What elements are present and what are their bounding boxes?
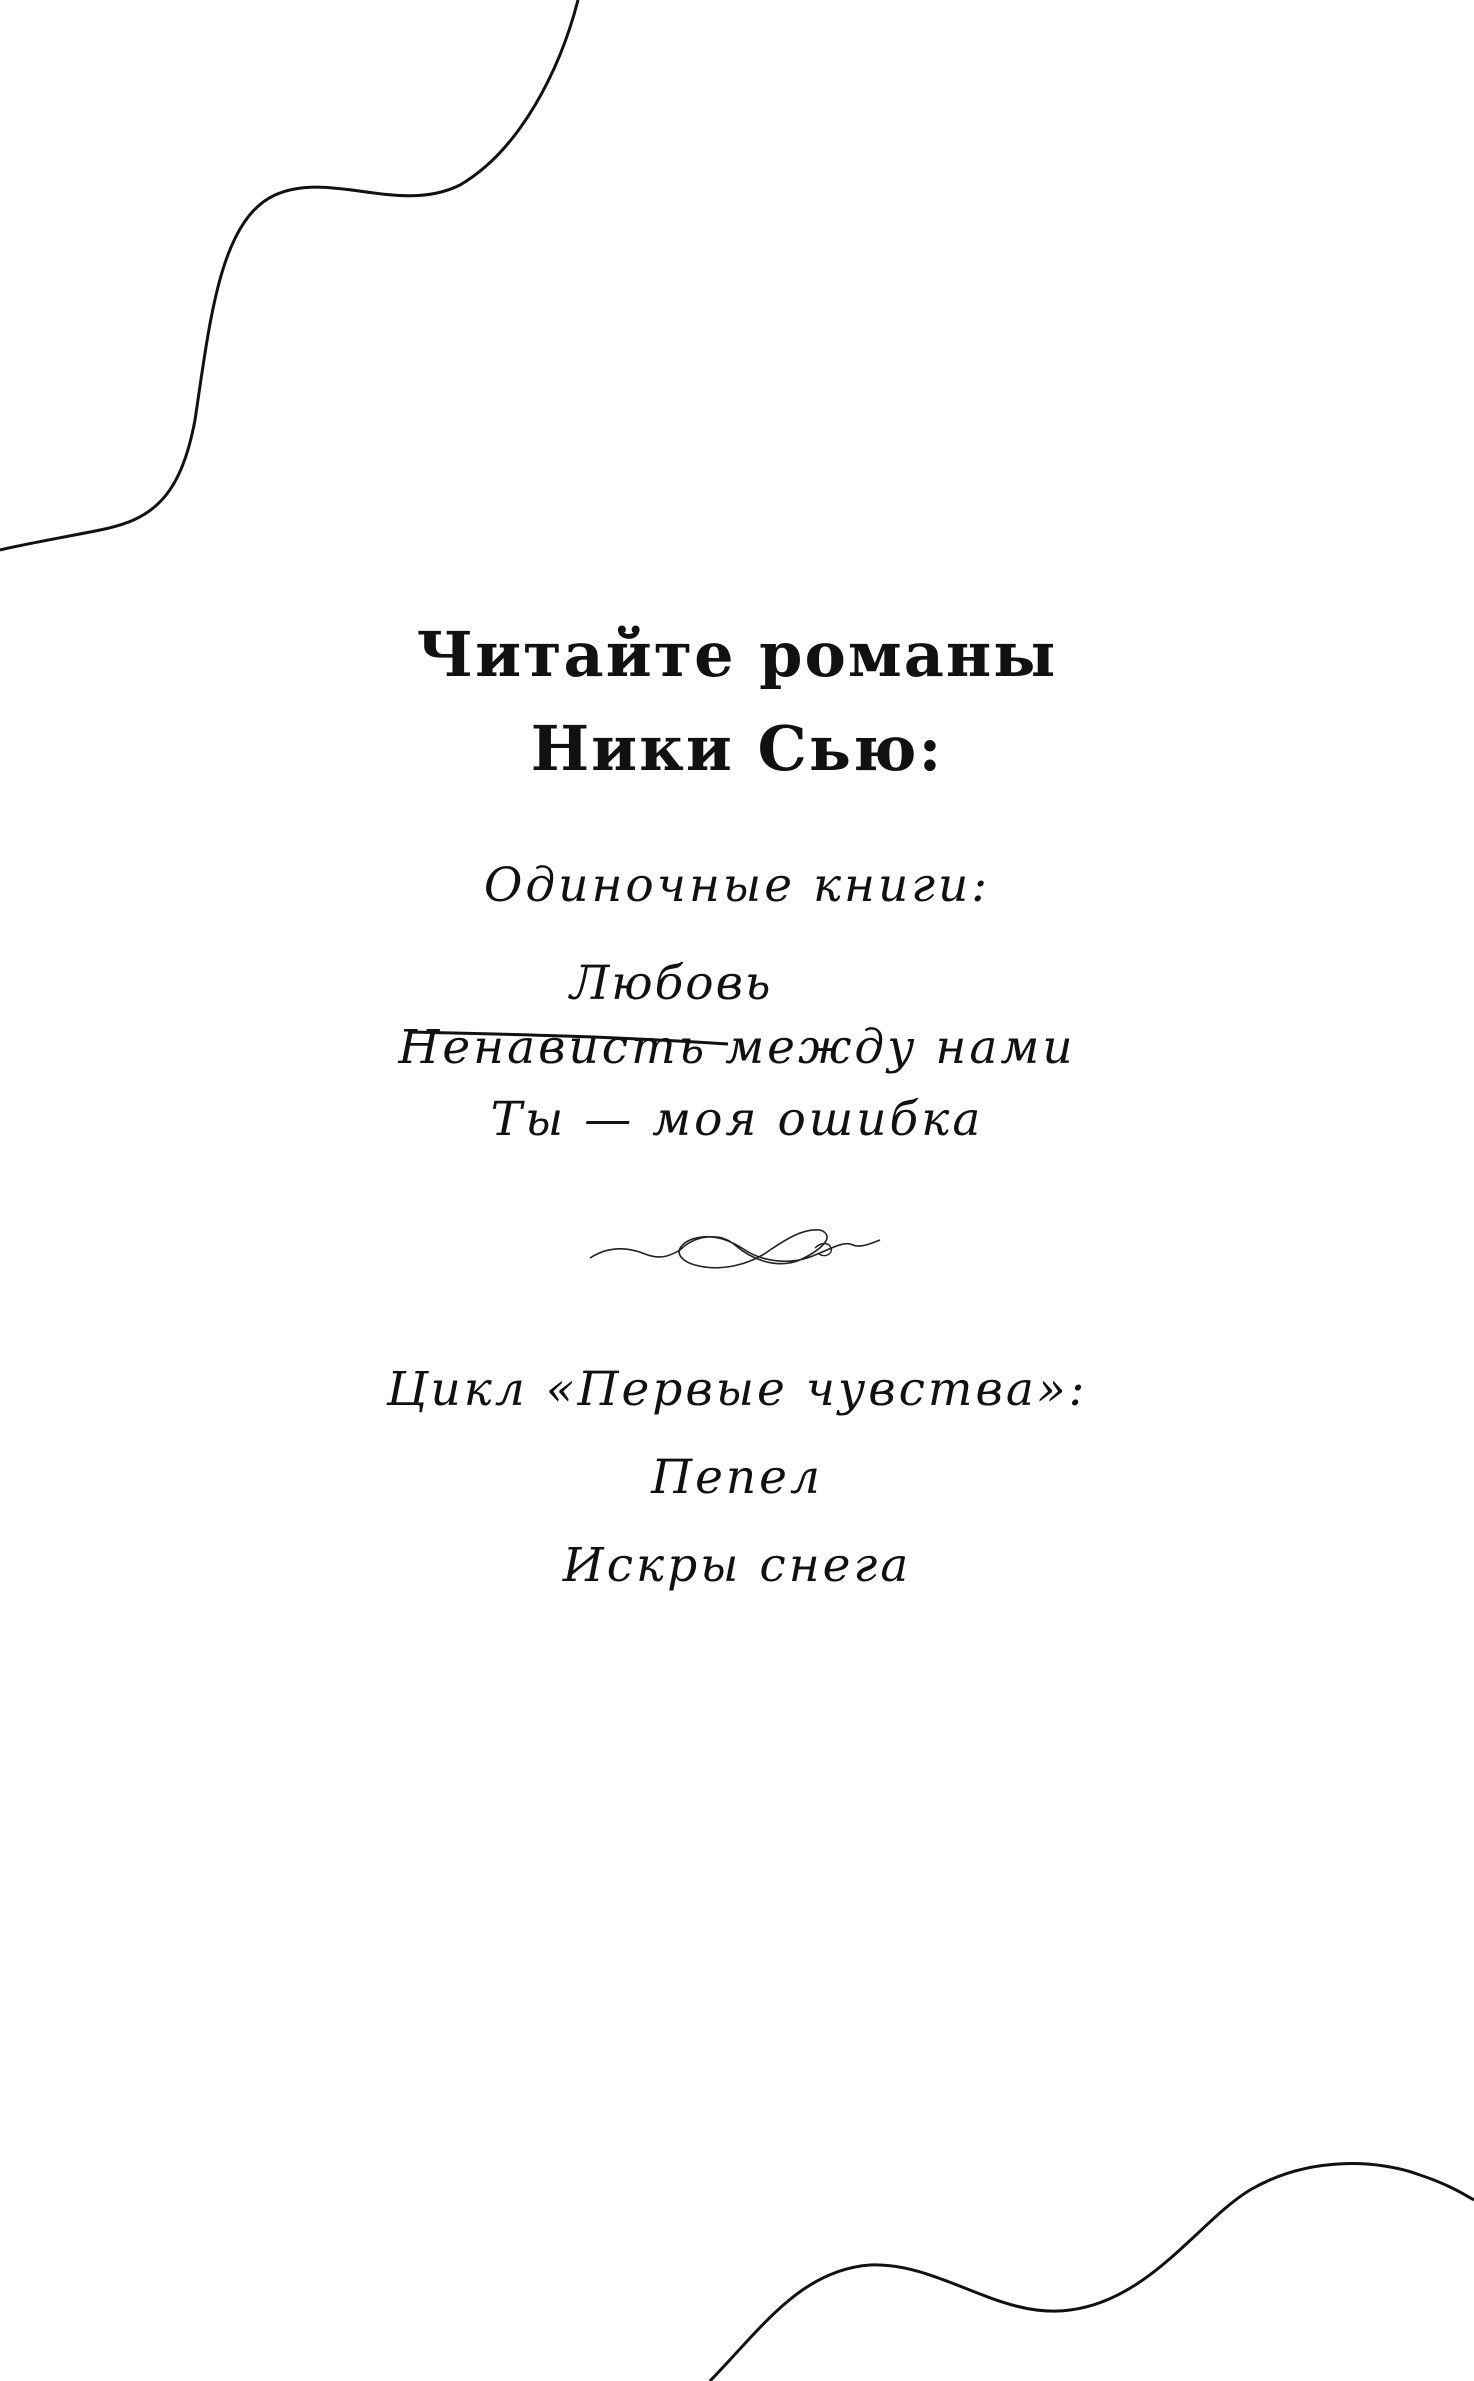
series-book-1: Пепел [651,1450,823,1505]
book-title-2: Ты — моя ошибка [490,1092,984,1147]
strikethrough-line [410,1022,730,1052]
series-title: Цикл «Первые чувства»: [386,1362,1088,1417]
single-books-title: Одиночные книги: [483,858,991,913]
page-heading [0,608,1474,796]
book-title-1 [0,1020,1474,1075]
heading-line-1: Читайте романы [416,618,1058,691]
heading-line-2: Ники Сью: [530,712,944,785]
struck-word: Ненависть [398,1020,708,1075]
flourish-divider-icon [585,1220,885,1280]
series-book-2: Искры снега [562,1538,912,1593]
book-title-1-rest: между нами [707,1020,1076,1075]
handwritten-replacement-word: Любовь [570,956,773,1011]
